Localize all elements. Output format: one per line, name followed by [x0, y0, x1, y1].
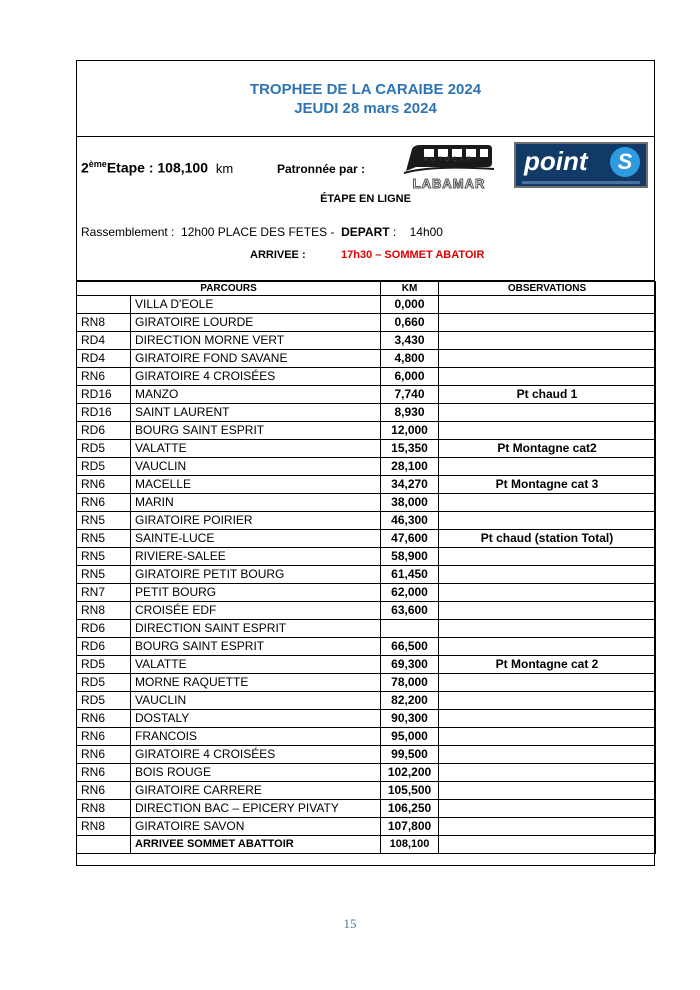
table-row [77, 674, 656, 692]
cell-place: VILLA D'EOLE [131, 296, 381, 314]
table-row [77, 656, 656, 674]
cell-observation [439, 332, 656, 350]
cell-observation: Pt chaud (station Total) [439, 530, 656, 548]
header-observations: OBSERVATIONS [439, 282, 656, 296]
stage-heading [81, 159, 233, 176]
cell-observation [439, 620, 656, 638]
bus-logo-text: LABAMAR [412, 176, 486, 191]
cell-km: 99,500 [381, 746, 439, 764]
route-table-body [77, 296, 656, 854]
cell-place: RIVIERE-SALEE [131, 548, 381, 566]
table-row [77, 296, 656, 314]
cell-place: DIRECTION BAC – EPICERY PIVATY [131, 800, 381, 818]
cell-place: BOIS ROUGE [131, 764, 381, 782]
cell-place: MACELLE [131, 476, 381, 494]
cell-road: RD5 [77, 674, 131, 692]
cell-place: MORNE RAQUETTE [131, 674, 381, 692]
table-row [77, 728, 656, 746]
table-row [77, 494, 656, 512]
arrival-value: 17h30 – SOMMET ABATOIR [341, 249, 485, 261]
title-line-2: JEUDI 28 mars 2024 [294, 99, 437, 117]
cell-place: GIRATOIRE POIRIER [131, 512, 381, 530]
cell-km: 82,200 [381, 692, 439, 710]
table-row [77, 404, 656, 422]
cell-place: GIRATOIRE FOND SAVANE [131, 350, 381, 368]
cell-km: 12,000 [381, 422, 439, 440]
cell-km: 90,300 [381, 710, 439, 728]
cell-km: 78,000 [381, 674, 439, 692]
departure-time: 14h00 [409, 225, 443, 239]
cell-place: GIRATOIRE 4 CROISÉES [131, 368, 381, 386]
cell-road: RD6 [77, 620, 131, 638]
cell-place: CROISÉE EDF [131, 602, 381, 620]
gathering-line [81, 225, 443, 239]
cell-observation: Pt Montagne cat 3 [439, 476, 656, 494]
cell-road: RN5 [77, 512, 131, 530]
cell-road: RD6 [77, 638, 131, 656]
cell-place: MANZO [131, 386, 381, 404]
cell-place: VAUCLIN [131, 458, 381, 476]
cell-place: SAINTE-LUCE [131, 530, 381, 548]
cell-road: RN5 [77, 548, 131, 566]
table-row [77, 422, 656, 440]
cell-road: RN8 [77, 818, 131, 836]
document-frame [76, 60, 655, 866]
stage-label: Etape : [106, 159, 154, 176]
gathering-value: 12h00 PLACE DES FETES - [181, 225, 335, 239]
cell-place: PETIT BOURG [131, 584, 381, 602]
cell-place: DOSTALY [131, 710, 381, 728]
cell-road: RD5 [77, 692, 131, 710]
cell-observation [439, 710, 656, 728]
cell-km [381, 620, 439, 638]
cell-place: SAINT LAURENT [131, 404, 381, 422]
cell-road: RD6 [77, 422, 131, 440]
cell-km: 6,000 [381, 368, 439, 386]
header-parcours: PARCOURS [77, 282, 381, 296]
cell-km: 58,900 [381, 548, 439, 566]
cell-observation [439, 728, 656, 746]
cell-road: RN8 [77, 800, 131, 818]
cell-observation [439, 422, 656, 440]
bus-logo [402, 141, 496, 191]
cell-road: RD5 [77, 458, 131, 476]
cell-road: RD4 [77, 350, 131, 368]
cell-km: 62,000 [381, 584, 439, 602]
cell-observation: Pt Montagne cat 2 [439, 656, 656, 674]
cell-road: RD5 [77, 440, 131, 458]
table-row [77, 710, 656, 728]
table-row [77, 692, 656, 710]
table-row [77, 800, 656, 818]
table-row [77, 314, 656, 332]
table-row [77, 836, 656, 854]
cell-road: RN7 [77, 584, 131, 602]
cell-place: DIRECTION MORNE VERT [131, 332, 381, 350]
cell-km: 102,200 [381, 764, 439, 782]
cell-observation [439, 818, 656, 836]
table-row [77, 746, 656, 764]
table-row [77, 782, 656, 800]
cell-road: RN6 [77, 764, 131, 782]
stage-ordinal: ème [88, 159, 107, 169]
title-box [77, 61, 654, 137]
table-row [77, 440, 656, 458]
table-row [77, 764, 656, 782]
cell-km: 38,000 [381, 494, 439, 512]
cell-road: RD16 [77, 386, 131, 404]
cell-place: GIRATOIRE LOURDE [131, 314, 381, 332]
table-row [77, 458, 656, 476]
page-number: 15 [343, 916, 357, 931]
cell-km: 95,000 [381, 728, 439, 746]
cell-observation [439, 350, 656, 368]
table-row [77, 548, 656, 566]
stage-distance: 108,100 [157, 159, 208, 176]
departure-separator: : [392, 225, 397, 239]
cell-observation: Pt Montagne cat2 [439, 440, 656, 458]
cell-km: 3,430 [381, 332, 439, 350]
cell-place: VALATTE [131, 656, 381, 674]
points-logo-word: point [524, 146, 588, 176]
stage-unit: km [215, 160, 234, 176]
cell-road [77, 836, 131, 854]
cell-km: 0,000 [381, 296, 439, 314]
points-tagline-strip [516, 180, 646, 185]
cell-km: 4,800 [381, 350, 439, 368]
gathering-label: Rassemblement : [81, 225, 175, 239]
table-row [77, 818, 656, 836]
stage-info [77, 137, 654, 281]
cell-km: 63,600 [381, 602, 439, 620]
cell-road: RN6 [77, 710, 131, 728]
cell-place: ARRIVEE SOMMET ABATTOIR [131, 836, 381, 854]
table-row [77, 368, 656, 386]
bus-logo-sub: AUTOCAR [423, 157, 475, 163]
cell-place: VALATTE [131, 440, 381, 458]
cell-observation [439, 548, 656, 566]
cell-km: 8,930 [381, 404, 439, 422]
cell-km: 46,300 [381, 512, 439, 530]
cell-observation [439, 782, 656, 800]
cell-km: 61,450 [381, 566, 439, 584]
points-logo-letter: S [610, 147, 640, 177]
cell-road: RN5 [77, 530, 131, 548]
table-row [77, 584, 656, 602]
cell-observation [439, 512, 656, 530]
cell-place: GIRATOIRE 4 CROISÉES [131, 746, 381, 764]
cell-road: RN8 [77, 314, 131, 332]
cell-observation [439, 584, 656, 602]
cell-place: GIRATOIRE SAVON [131, 818, 381, 836]
cell-place: DIRECTION SAINT ESPRIT [131, 620, 381, 638]
cell-place: BOURG SAINT ESPRIT [131, 638, 381, 656]
cell-road: RN6 [77, 368, 131, 386]
title-line-1: TROPHEE DE LA CARAIBE 2024 [249, 80, 482, 98]
table-row [77, 476, 656, 494]
cell-road: RN6 [77, 746, 131, 764]
cell-observation [439, 746, 656, 764]
cell-observation [439, 368, 656, 386]
cell-km: 105,500 [381, 782, 439, 800]
cell-place: MARIN [131, 494, 381, 512]
cell-km: 108,100 [381, 836, 439, 854]
cell-observation [439, 638, 656, 656]
cell-road: RN6 [77, 494, 131, 512]
table-row [77, 332, 656, 350]
cell-road: RN8 [77, 602, 131, 620]
route-table [76, 281, 656, 854]
table-row [77, 638, 656, 656]
cell-km: 66,500 [381, 638, 439, 656]
table-row [77, 530, 656, 548]
cell-observation [439, 494, 656, 512]
cell-km: 107,800 [381, 818, 439, 836]
cell-km: 47,600 [381, 530, 439, 548]
cell-road: RD4 [77, 332, 131, 350]
cell-road: RN6 [77, 782, 131, 800]
cell-place: GIRATOIRE PETIT BOURG [131, 566, 381, 584]
table-row [77, 620, 656, 638]
cell-road: RN5 [77, 566, 131, 584]
arrival-label: ARRIVEE : [250, 249, 306, 261]
cell-km: 15,350 [381, 440, 439, 458]
cell-observation [439, 692, 656, 710]
table-header-row [77, 282, 656, 296]
table-row [77, 566, 656, 584]
cell-observation [439, 404, 656, 422]
departure-label: DEPART [341, 225, 390, 239]
cell-place: VAUCLIN [131, 692, 381, 710]
cell-observation [439, 296, 656, 314]
cell-km: 0,660 [381, 314, 439, 332]
cell-road: RD16 [77, 404, 131, 422]
cell-observation [439, 314, 656, 332]
cell-observation [439, 836, 656, 854]
stage-number: 2 [81, 159, 89, 176]
cell-observation [439, 602, 656, 620]
cell-km: 69,300 [381, 656, 439, 674]
cell-observation [439, 764, 656, 782]
cell-road: RD5 [77, 656, 131, 674]
cell-km: 7,740 [381, 386, 439, 404]
sponsor-label: Patronnée par : [277, 162, 366, 176]
cell-km: 34,270 [381, 476, 439, 494]
cell-road: RN6 [77, 476, 131, 494]
cell-observation [439, 458, 656, 476]
cell-place: BOURG SAINT ESPRIT [131, 422, 381, 440]
points-logo [514, 142, 648, 188]
table-row [77, 386, 656, 404]
cell-observation [439, 674, 656, 692]
cell-observation: Pt chaud 1 [439, 386, 656, 404]
cell-km: 28,100 [381, 458, 439, 476]
cell-place: GIRATOIRE CARRERE [131, 782, 381, 800]
cell-road: RN6 [77, 728, 131, 746]
cell-road [77, 296, 131, 314]
table-row [77, 350, 656, 368]
cell-km: 106,250 [381, 800, 439, 818]
cell-observation [439, 566, 656, 584]
table-row [77, 602, 656, 620]
cell-place: FRANCOIS [131, 728, 381, 746]
table-row [77, 512, 656, 530]
header-km: KM [381, 282, 439, 296]
stage-type: ÉTAPE EN LIGNE [320, 193, 411, 205]
cell-observation [439, 800, 656, 818]
